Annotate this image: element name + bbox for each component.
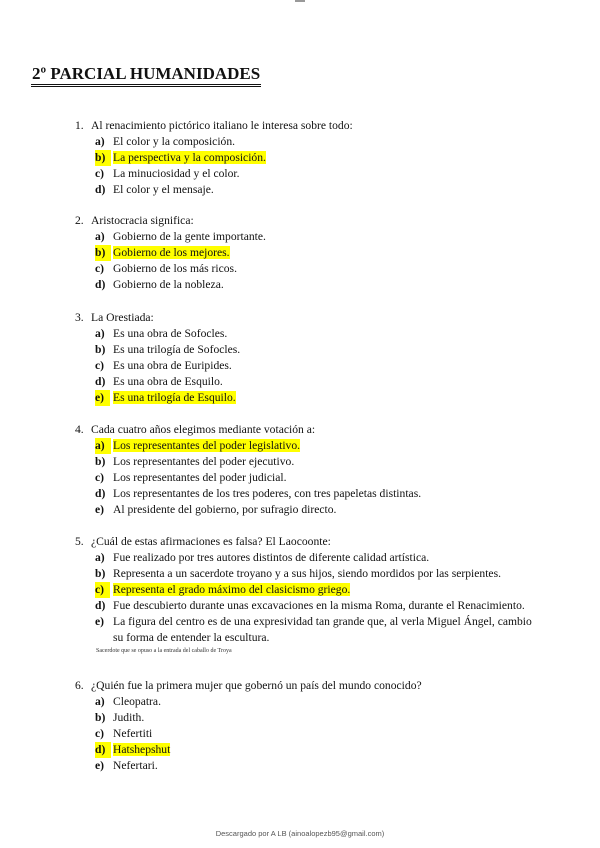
- option-letter: a): [95, 551, 105, 564]
- answer-option: [0, 261, 600, 277]
- option-text: Nefertari.: [113, 759, 158, 772]
- question-3: [0, 310, 600, 406]
- answer-option: [0, 598, 600, 614]
- option-letter: a): [95, 135, 105, 148]
- answer-option: [0, 326, 600, 342]
- option-letter: c): [95, 582, 110, 598]
- answer-option: [0, 502, 600, 518]
- question-2: [0, 213, 600, 293]
- option-text: Es una trilogía de Sofocles.: [113, 343, 241, 356]
- highlighted-answer-text: Hatshepshut: [113, 743, 171, 756]
- answer-option: [0, 726, 600, 742]
- download-footer: Descargado por A LB (ainoalopezb95@gmail.com): [215, 829, 385, 838]
- answer-option: [0, 342, 600, 358]
- option-letter: a): [95, 695, 105, 708]
- handwritten-note: Sacerdote que se opuso a la entrada del caballo de Troya: [96, 648, 232, 654]
- question-number: 4.: [75, 423, 84, 436]
- answer-option: [0, 454, 600, 470]
- option-text: Gobierno de la nobleza.: [113, 278, 224, 291]
- page-title: 2º PARCIAL HUMANIDADES: [31, 64, 261, 87]
- option-text: Gobierno de los más ricos.: [113, 262, 237, 275]
- option-letter: c): [95, 167, 105, 180]
- question-line: [0, 213, 600, 229]
- question-line: [0, 118, 600, 134]
- option-text: Judith.: [113, 711, 145, 724]
- answer-option: [0, 486, 600, 502]
- option-letter: e): [95, 615, 105, 628]
- option-text: Fue realizado por tres autores distintos de diferente calidad artística.: [113, 551, 430, 564]
- option-text: Fue descubierto durante unas excavaciones en la misma Roma, durante el Renacimiento.: [113, 599, 525, 612]
- answer-option: [0, 182, 600, 198]
- option-letter: e): [95, 503, 105, 516]
- option-text: La minuciosidad y el color.: [113, 167, 240, 180]
- answer-option: [0, 277, 600, 293]
- option-letter: d): [95, 742, 111, 758]
- option-text: La figura del centro es de una expresividad tan grande que, al verla Miguel Ángel, cambio su forma de entender la escultura.: [113, 615, 532, 644]
- highlighted-answer-text: Representa el grado máximo del clasicismo griego.: [113, 583, 351, 596]
- option-letter: c): [95, 727, 105, 740]
- option-text: Nefertiti: [113, 727, 153, 740]
- question-line: [0, 678, 600, 694]
- option-text: El color y el mensaje.: [113, 183, 214, 196]
- question-text: Aristocracia significa:: [91, 214, 194, 227]
- question-number: 3.: [75, 311, 84, 324]
- question-line: [0, 422, 600, 438]
- answer-option: [0, 134, 600, 150]
- question-5: [0, 534, 600, 656]
- question-text: Cada cuatro años elegimos mediante votación a:: [91, 423, 316, 436]
- answer-option: [0, 550, 600, 566]
- option-letter: b): [95, 455, 106, 468]
- answer-option: [0, 582, 600, 598]
- question-6: [0, 678, 600, 774]
- question-line: [0, 534, 600, 550]
- highlighted-answer-text: Gobierno de los mejores.: [113, 246, 230, 259]
- option-letter: a): [95, 327, 105, 340]
- option-letter: d): [95, 599, 106, 612]
- answer-option: [0, 438, 600, 454]
- question-number: 6.: [75, 679, 84, 692]
- answer-option: [0, 566, 600, 582]
- option-letter: d): [95, 183, 106, 196]
- answer-option: [0, 374, 600, 390]
- highlighted-answer-text: Los representantes del poder legislativo.: [113, 439, 301, 452]
- option-text: Los representantes de los tres poderes, con tres papeletas distintas.: [113, 487, 422, 500]
- option-text: Es una obra de Sofocles.: [113, 327, 228, 340]
- option-letter: d): [95, 487, 106, 500]
- highlighted-answer-text: La perspectiva y la composición.: [113, 151, 266, 164]
- option-text: Los representantes del poder judicial.: [113, 471, 287, 484]
- option-text: Al presidente del gobierno, por sufragio directo.: [113, 503, 337, 516]
- option-text: Representa a un sacerdote troyano y a sus hijos, siendo mordidos por las serpientes.: [113, 567, 501, 580]
- answer-option: [0, 358, 600, 374]
- question-text: La Orestiada:: [91, 311, 154, 324]
- answer-option: [0, 229, 600, 245]
- option-text: Es una obra de Euripides.: [113, 359, 232, 372]
- answer-option: [0, 166, 600, 182]
- option-text: Gobierno de la gente importante.: [113, 230, 266, 243]
- option-letter: b): [95, 150, 111, 166]
- option-letter: c): [95, 471, 105, 484]
- option-text: El color y la composición.: [113, 135, 236, 148]
- option-letter: b): [95, 567, 106, 580]
- answer-option: [0, 150, 600, 166]
- option-text: Los representantes del poder ejecutivo.: [113, 455, 295, 468]
- option-letter: c): [95, 262, 105, 275]
- answer-option: [0, 614, 600, 646]
- option-letter: d): [95, 375, 106, 388]
- question-4: [0, 422, 600, 518]
- option-letter: b): [95, 245, 111, 261]
- option-letter: b): [95, 711, 106, 724]
- option-letter: d): [95, 278, 106, 291]
- answer-option: [0, 390, 600, 406]
- option-letter: e): [95, 390, 110, 406]
- answer-option: [0, 710, 600, 726]
- answer-option: [0, 694, 600, 710]
- option-letter: b): [95, 343, 106, 356]
- question-number: 2.: [75, 214, 84, 227]
- question-number: 1.: [75, 119, 84, 132]
- option-text: Cleopatra.: [113, 695, 161, 708]
- highlighted-answer-text: Es una trilogía de Esquilo.: [113, 391, 236, 404]
- option-letter: c): [95, 359, 105, 372]
- answer-option: [0, 742, 600, 758]
- answer-option: [0, 245, 600, 261]
- answer-option: [0, 470, 600, 486]
- page-top-mark: [295, 0, 305, 2]
- option-letter: a): [95, 438, 111, 454]
- question-text: ¿Quién fue la primera mujer que gobernó un país del mundo conocido?: [91, 679, 422, 692]
- option-text: Es una obra de Esquilo.: [113, 375, 223, 388]
- question-number: 5.: [75, 535, 84, 548]
- answer-option: [0, 758, 600, 774]
- question-line: [0, 310, 600, 326]
- question-text: ¿Cuál de estas afirmaciones es falsa? El Laocoonte:: [91, 535, 331, 548]
- option-letter: a): [95, 230, 105, 243]
- option-letter: e): [95, 759, 105, 772]
- question-text: Al renacimiento pictórico italiano le interesa sobre todo:: [91, 119, 353, 132]
- question-1: [0, 118, 600, 198]
